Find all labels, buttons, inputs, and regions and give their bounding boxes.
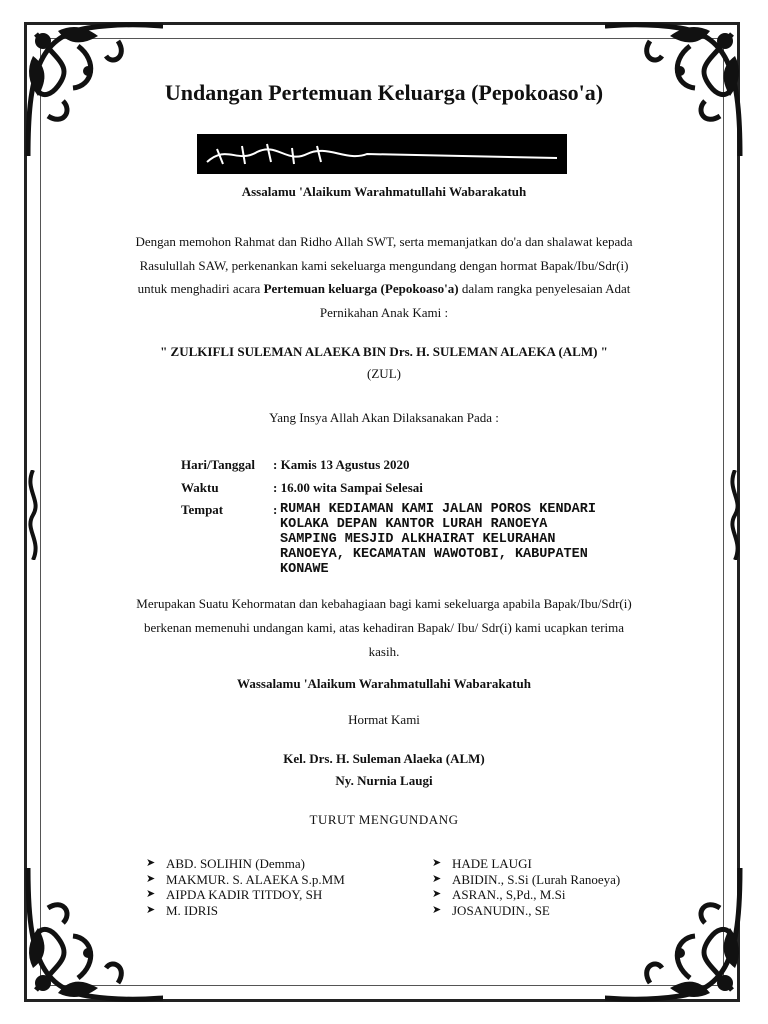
place-colon: :: [273, 502, 278, 517]
closing-line: kasih.: [368, 644, 400, 659]
intro-line: Dengan memohon Rahmat dan Ridho Allah SWT, serta memanjatkan do'a dan shalawat kepada: [135, 234, 633, 249]
corner-ornament-bottom-right: [600, 858, 750, 1008]
closing-paragraph: [80, 592, 688, 664]
date-value: : Kamis 13 Agustus 2020: [273, 457, 410, 472]
farewell: Wassalamu 'Alaikum Warahmatullahi Wabarakatuh: [237, 676, 531, 691]
signatory-family: Kel. Drs. H. Suleman Alaeka (ALM): [283, 751, 485, 766]
invitation-title: Undangan Pertemuan Keluarga (Pepokoaso'a): [164, 80, 604, 105]
co-inviters-heading: TURUT MENGUNDANG: [309, 812, 459, 827]
list-item: ➤ JOSANUDIN., SE: [432, 903, 620, 919]
closing-line: Merupakan Suatu Kehormatan dan kebahagiaan bagi kami sekeluarga apabila Bapak/Ibu/Sdr(i): [136, 596, 632, 611]
list-item: ➤ ABIDIN., S.Si (Lurah Ranoeya): [432, 872, 620, 888]
time-label: Waktu: [181, 480, 219, 495]
intro-paragraph: [80, 230, 688, 324]
time-value: : 16.00 wita Sampai Selesai: [273, 480, 423, 495]
event-name: Pertemuan keluarga (Pepokoaso'a): [263, 281, 459, 296]
list-item: ➤ HADE LAUGI: [432, 856, 620, 872]
intro-line: Rasulullah SAW, perkenankan kami sekeluarga mengundang dengan hormat Bapak/Ibu/Sdr(i): [139, 257, 629, 273]
list-item: ➤ M. IDRIS: [146, 903, 345, 919]
list-item: ➤ MAKMUR. S. ALAEKA S.p.MM: [146, 872, 345, 888]
intro-line: untuk menghadiri acara Pertemuan keluarga (Pepokoaso'a) dalam rangka penyelesaian Adat: [137, 281, 631, 296]
address-line: RUMAH KEDIAMAN KAMI JALAN POROS KENDARI: [280, 502, 596, 517]
list-item: ➤ ASRAN., S,Pd., M.Si: [432, 887, 620, 903]
list-item: ➤ ABD. SOLIHIN (Demma): [146, 856, 345, 872]
regards: Hormat Kami: [348, 712, 420, 727]
side-ornament-right: [724, 470, 746, 560]
greeting: Assalamu 'Alaikum Warahmatullahi Wabarakatuh: [241, 184, 527, 199]
signatory-mother: Ny. Nurnia Laugi: [335, 773, 433, 788]
date-row: [181, 457, 410, 473]
closing-line: berkenan memenuhi undangan kami, atas kehadiran Bapak/ Ibu/ Sdr(i) kami ucapkan terima: [143, 620, 625, 635]
intro-line: Pernikahan Anak Kami :: [319, 304, 449, 320]
list-item: ➤ AIPDA KADIR TITDOY, SH: [146, 887, 345, 903]
co-inviters-right-list: [432, 856, 620, 918]
address-line: SAMPING MESJID ALKHAIRAT KELURAHAN: [280, 532, 556, 547]
date-label: Hari/Tanggal: [181, 457, 255, 472]
address-line: KOLAKA DEPAN KANTOR LURAH RANOEYA: [280, 517, 548, 532]
will-be-held-text: Yang Insya Allah Akan Dilaksanakan Pada :: [269, 410, 499, 425]
honoree-name: " ZULKIFLI SULEMAN ALAEKA BIN Drs. H. SULEMAN ALAEKA (ALM) ": [160, 344, 608, 359]
side-ornament-left: [22, 470, 44, 560]
place-row: [181, 502, 277, 518]
time-row: [181, 480, 423, 496]
co-inviters-left-list: [146, 856, 345, 918]
honoree-nickname: (ZUL): [367, 366, 401, 381]
place-label: Tempat: [181, 502, 224, 517]
place-address: [280, 502, 670, 577]
address-line: KONAWE: [280, 562, 329, 577]
address-line: RANOEYA, KECAMATAN WAWOTOBI, KABUPATEN: [280, 547, 588, 562]
basmalah-calligraphy-image: [197, 134, 567, 174]
